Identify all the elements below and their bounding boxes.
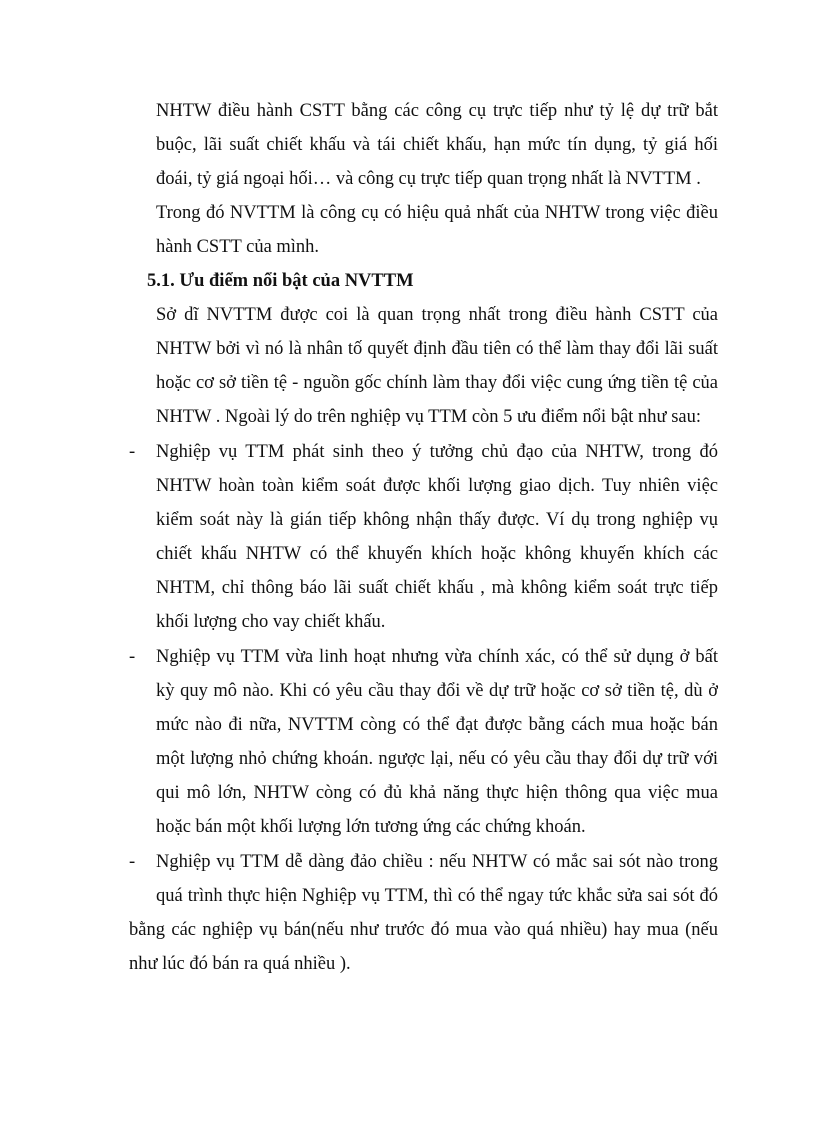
intro-line-1: NHTW điều hành CSTT bằng các công cụ trực tiếp như tỷ lệ dự trữ bắt <box>156 101 718 121</box>
section-line-1: Sở dĩ NVTTM được coi là quan trọng nhất trong điều hành CSTT của <box>156 305 718 325</box>
bullet3-line-1: Nghiệp vụ TTM dễ dàng đảo chiều : nếu NHTW có mắc sai sót nào trong <box>156 852 718 872</box>
section-line-3: hoặc cơ sở tiền tệ - nguồn gốc chính làm thay đổi việc cung ứng tiền tệ của <box>156 373 718 393</box>
intro-line-3: đoái, tỷ giá ngoại hối… và công cụ trực tiếp quan trọng nhất là NVTTM . <box>156 169 701 189</box>
bullet1-line-1: Nghiệp vụ TTM phát sinh theo ý tưởng chủ đạo của NHTW, trong đó <box>156 442 718 462</box>
bullet-marker-2: - <box>129 647 136 667</box>
bullet3-line-3: bằng các nghiệp vụ bán(nếu như trước đó mua vào quá nhiều) hay mua (nếu <box>129 920 718 940</box>
bullet1-line-3: kiểm soát này là gián tiếp không nhận thấy được. Ví dụ trong nghiệp vụ <box>156 510 718 530</box>
bullet3-line-2: quá trình thực hiện Nghiệp vụ TTM, thì có thể ngay tức khắc sửa sai sót đó <box>156 886 718 906</box>
bullet-marker-1: - <box>129 442 136 462</box>
bullet3-line-4: như lúc đó bán ra quá nhiều ). <box>129 954 351 974</box>
section-line-4: NHTW . Ngoài lý do trên nghiệp vụ TTM còn 5 ưu điểm nổi bật như sau: <box>156 407 702 427</box>
bullet2-line-3: mức nào đi nữa, NVTTM còng có thể đạt được bằng cách mua hoặc bán <box>156 715 718 735</box>
intro-line-2: buộc, lãi suất chiết khấu và tái chiết khấu, hạn mức tín dụng, tỷ giá hối <box>156 135 718 155</box>
section-heading: 5.1. Ưu điểm nổi bật của NVTTM <box>147 271 414 291</box>
bullet2-line-1: Nghiệp vụ TTM vừa linh hoạt nhưng vừa chính xác, có thể sử dụng ở bất <box>156 647 718 667</box>
bullet1-line-2: NHTW hoàn toàn kiểm soát được khối lượng giao dịch. Tuy nhiên việc <box>156 476 718 496</box>
bullet1-line-5: NHTM, chỉ thông báo lãi suất chiết khấu , mà không kiểm soát trực tiếp <box>156 578 718 598</box>
bullet2-line-4: một lượng nhỏ chứng khoán. ngược lại, nếu có yêu cầu thay đổi dự trữ với <box>156 749 718 769</box>
bullet1-line-6: khối lượng cho vay chiết khấu. <box>156 612 386 632</box>
bullet2-line-5: qui mô lớn, NHTW còng có đủ khả năng thực hiện thông qua việc mua <box>156 783 718 803</box>
bullet-marker-3: - <box>129 852 136 872</box>
intro-line-4: Trong đó NVTTM là công cụ có hiệu quả nhất của NHTW trong việc điều <box>156 203 718 223</box>
bullet1-line-4: chiết khấu NHTW có thể khuyến khích hoặc không khuyến khích các <box>156 544 718 564</box>
intro-line-5: hành CSTT của mình. <box>156 237 320 257</box>
bullet2-line-6: hoặc bán một khối lượng lớn tương ứng các chứng khoán. <box>156 817 586 837</box>
bullet2-line-2: kỳ quy mô nào. Khi có yêu cầu thay đổi về dự trữ hoặc cơ sở tiền tệ, dù ở <box>156 681 718 701</box>
section-line-2: NHTW bởi vì nó là nhân tố quyết định đầu tiên có thể làm thay đổi lãi suất <box>156 339 718 359</box>
